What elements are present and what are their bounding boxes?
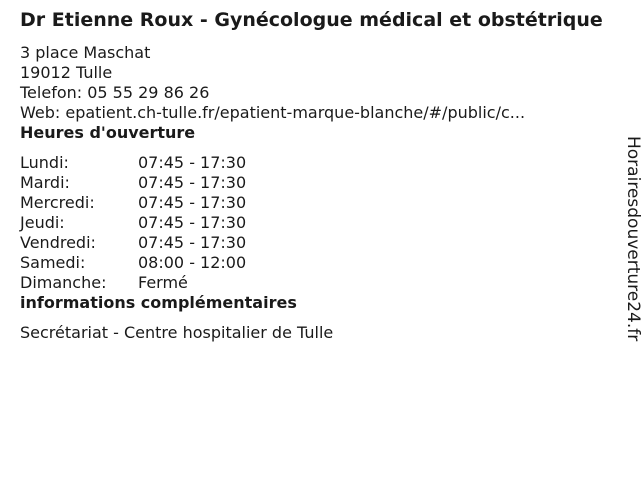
site-watermark: Horairesdouverture24.fr — [623, 136, 643, 342]
time-range: 08:00 - 12:00 — [138, 253, 247, 272]
hours-row — [20, 193, 610, 213]
time-range: Fermé — [138, 273, 188, 292]
time-range: 07:45 - 17:30 — [138, 153, 247, 172]
city-postcode: 19012 Tulle — [20, 63, 113, 82]
time-range: 07:45 - 17:30 — [138, 233, 247, 252]
hours-row — [20, 253, 610, 273]
hours-row — [20, 233, 610, 253]
hours-row — [20, 213, 610, 233]
day-label: Samedi: — [20, 253, 86, 272]
day-label: Lundi: — [20, 153, 69, 172]
time-range: 07:45 - 17:30 — [138, 173, 247, 192]
business-card — [20, 10, 610, 343]
time-range: 07:45 - 17:30 — [138, 213, 247, 232]
day-label: Vendredi: — [20, 233, 96, 252]
opening-hours-heading: Heures d'ouverture — [20, 123, 196, 142]
hours-row — [20, 173, 610, 193]
additional-info-text: Secrétariat - Centre hospitalier de Tulle — [20, 323, 334, 342]
phone-number[interactable]: Telefon: 05 55 29 86 26 — [20, 83, 210, 102]
day-label: Mercredi: — [20, 193, 95, 212]
page-title: Dr Etienne Roux - Gynécologue médical et obstétrique — [20, 9, 603, 31]
hours-row — [20, 273, 610, 293]
opening-hours-table — [20, 153, 610, 293]
address-block — [20, 43, 610, 123]
hours-row — [20, 153, 610, 173]
day-label: Dimanche: — [20, 273, 107, 292]
street-address: 3 place Maschat — [20, 43, 151, 62]
website-link[interactable]: Web: epatient.ch-tulle.fr/epatient-marque-blanche/#/public/c... — [20, 103, 526, 122]
day-label: Mardi: — [20, 173, 70, 192]
additional-info-heading: informations complémentaires — [20, 293, 297, 312]
time-range: 07:45 - 17:30 — [138, 193, 247, 212]
day-label: Jeudi: — [20, 213, 65, 232]
